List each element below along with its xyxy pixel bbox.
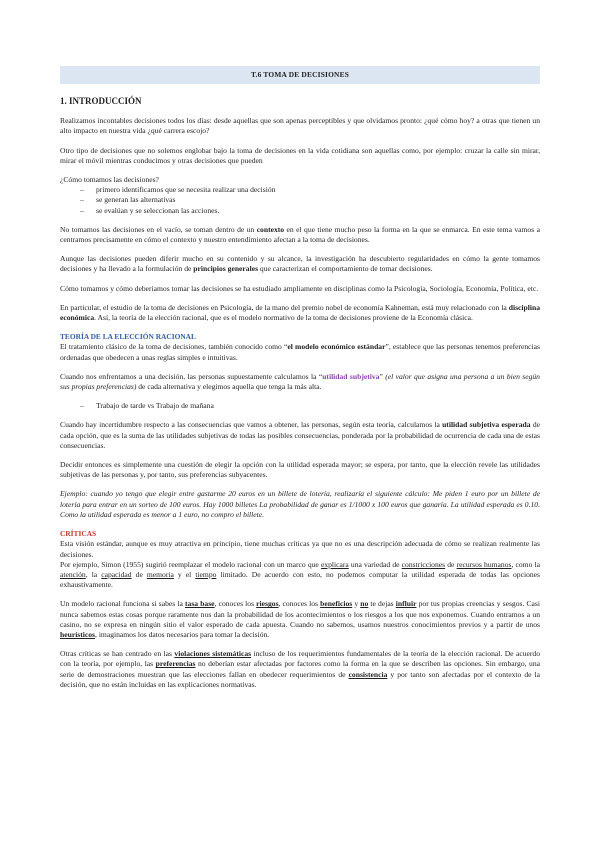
example-list xyxy=(80,401,540,411)
list-item: – primero identificamos que se necesita realizar una decisión xyxy=(80,185,540,195)
paragraph-1: Realizamos incontables decisiones todos los días: desde aquellas que son apenas perceptibles y que olvidamos pronto: ¿qué cómo hoy? a otras que tienen un alto impacto en nuestra vida ¿qué carrera escojo? xyxy=(60,116,540,136)
how-list xyxy=(80,185,540,216)
section-heading-rational: TEORÍA DE LA ELECCIÓN RACIONAL xyxy=(60,332,196,342)
keyword-utilidad-subjetiva: utilidad subjetiva xyxy=(322,371,380,381)
paragraph-9: Cuando hay incertidumbre respecto a las consecuencias que vamos a obtener, las personas, según esta teoría, calculamos la utilidad subjetiva esperada de cada opción, que es la suma de las utilidades subjetivas de todas las posibles consecuencias, ponderada por la probabilidad de ocurrencia de cada una de estas consecuencias. xyxy=(60,420,540,450)
paragraph-8: Cuando nos enfrentamos a una decisión, las personas supuestamente calculamos la “utilidad subjetiva” (el valor que asigna una persona a un bien según sus propias preferencias) de cada alternativa y elegimos aquella que tenga la más alta. xyxy=(60,371,540,392)
keyword-principios: principios generales xyxy=(193,264,259,274)
section-heading-critics: CRÍTICAS xyxy=(60,529,97,539)
example-paragraph: Ejemplo: cuando yo tengo que elegir entre gastarme 20 euros en un billete de lotería, realizaría el siguiente cálculo: Me piden 1 euro por un billete de lotería para entrar en un sorteo de 100 euros. Hay 1000 billetes La probabilidad de ganar es 1/1000 x 100 euros que ganaría. La utilidad esperada es 0.10. Como la utilidad esperada es menor a 1 euro, no compro el billete. xyxy=(60,489,540,519)
paragraph-7: El tratamiento clásico de la toma de decisiones, también conocido como “el modelo económico estándar”, establece que las personas tenemos preferencias ordenadas que obedecen a unas reglas simples e intuitivas. xyxy=(60,342,540,362)
paragraph-6: En particular, el estudio de la toma de decisiones en Psicología, de la mano del premio nobel de economía Kahneman, está muy relacionado con la disciplina económica. Así, la teoría de la elección racional, que es el modelo normativo de la toma de decisiones proviene de la Economía clásica. xyxy=(60,302,540,323)
intro-heading: 1. INTRODUCCIÓN xyxy=(60,96,142,106)
definition-note: (el valor que asigna una persona a un bien según sus propias preferencias) xyxy=(60,371,540,392)
paragraph-15: Otras críticas se han centrado en las violaciones sistemáticas incluso de los requerimientos fundamentales de la teoría de la elección racional. De acuerdo con la teoría, por ejemplo, las preferencias no deberían estar afectadas por factores como la forma en la que se describen las opciones. Sin embargo, una serie de demostraciones muestran que las elecciones fallan en obedecer requerimientos de consistencia y por tanto son afectadas por el contexto de la decisión, que no están incluidas en las explicaciones normativas. xyxy=(60,649,541,689)
paragraph-4: Aunque las decisiones pueden diferir mucho en su contenido y su alcance, la investigación ha descubierto regularidades en cómo la gente tomamos decisiones y ha llevado a la formulación de principios generales que caracterizan el comportamiento de tomar decisiones. xyxy=(60,254,540,274)
paragraph-5: Cómo tomamos y cómo deberíamos tomar las decisiones se ha estudiado ampliamente en disciplinas como la Psicología, Sociología, Economía, Política, etc. xyxy=(60,283,539,293)
keyword-disciplina: disciplina económica xyxy=(60,302,540,323)
paragraph-14: Un modelo racional funciona si sabes la tasa base, conoces los riesgos, conoces los beneficios y no te dejas influir por tus propias creencias y sesgos. Casi nunca sabemos estas cosas porque raramente nos dan la probabilidad de los acontecimientos o los riesgos a los que nos exponemos. Cuando entramos a un casino, no se expresa en ningún sitio el valor esperado de cada apuesta. Cuando no sabemos, usamos nuestros conocimientos previos y a partir de unos heurísticos, imaginamos los datos necesarios para tomar la decisión. xyxy=(60,599,540,639)
paragraph-2: Otro tipo de decisiones que no solemos englobar bajo la toma de decisiones en la vida cotidiana son aquellas como, por ejemplo: cruzar la calle sin mirar, mirar el móvil mientras conducimos y otras decisiones que pueden xyxy=(60,145,540,165)
keyword-modelo: el modelo económico estándar xyxy=(287,342,386,352)
paragraph-12: Esta visión estándar, aunque es muy atractiva en principio, tiene muchas críticas ya que no es una descripción adecuada de cómo se realizan realmente las decisiones. xyxy=(60,539,540,559)
document-title: T.6 TOMA DE DECISIONES xyxy=(250,69,350,79)
list-item: – se generan las alternativas xyxy=(80,195,540,205)
keyword-contexto: contexto xyxy=(256,224,285,234)
paragraph-10: Decidir entonces es simplemente una cuestión de elegir la opción con la utilidad esperada mayor; se espera, por tanto, que la elección revele las utilidades subjetivas de las personas y, por tanto, sus preferencias subyacentes. xyxy=(60,460,540,480)
paragraph-13: Por ejemplo, Simon (1955) sugirió reemplazar el modelo racional con un marco que explicara una variedad de constricciones de recursos humanos, como la atención, la capacidad de memoria y el tiempo limitado. De acuerdo con esto, no podemos computar la utilidad esperada de todas las opciones exhaustivamente. xyxy=(60,559,540,590)
list-item: – Trabajo de tarde vs Trabajo de mañana xyxy=(80,401,540,411)
how-question: ¿Cómo tomamos las decisiones? xyxy=(60,175,159,185)
list-item: – se evalúan y se seleccionan las acciones. xyxy=(80,206,540,216)
keyword-utilidad-esperada: utilidad subjetiva esperada xyxy=(442,420,531,430)
document-title-bar xyxy=(60,66,540,84)
paragraph-3: No tomamos las decisiones en el vacío, se toman dentro de un contexto en el que tiene mucho peso la forma en la que se enmarca. En este tema vamos a centramos precisamente en cómo el contexto y nuestro entendimiento afectan a la toma de decisiones. xyxy=(60,224,540,245)
